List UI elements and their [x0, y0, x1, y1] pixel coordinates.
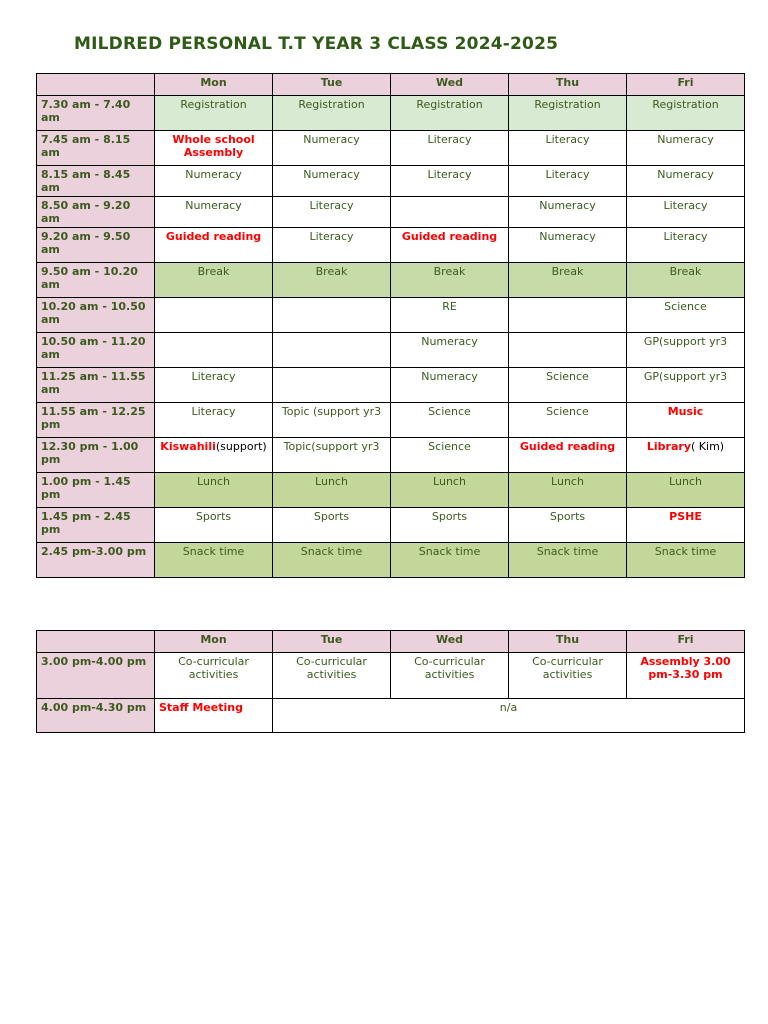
cell: Music: [627, 403, 745, 438]
time-cell: 4.00 pm-4.30 pm: [37, 699, 155, 733]
header-tue: Tue: [273, 631, 391, 653]
cell: Numeracy: [155, 166, 273, 197]
subject-library: Library: [646, 440, 692, 453]
cell: Numeracy: [627, 131, 745, 166]
cell: Co-curricular activities: [273, 653, 391, 699]
time-cell: 10.50 am - 11.20 am: [37, 333, 155, 368]
time-cell: 12.30 pm - 1.00 pm: [37, 438, 155, 473]
time-cell: 1.00 pm - 1.45 pm: [37, 473, 155, 508]
cell: Registration: [627, 96, 745, 131]
cell: Science: [391, 403, 509, 438]
cell: Numeracy: [391, 368, 509, 403]
table-row: [37, 653, 745, 699]
time-cell: 11.25 am - 11.55 am: [37, 368, 155, 403]
cell: Numeracy: [273, 131, 391, 166]
cell: Registration: [391, 96, 509, 131]
cell: Sports: [155, 508, 273, 543]
page-title: MILDRED PERSONAL T.T YEAR 3 CLASS 2024-2025: [74, 34, 559, 54]
time-cell: 8.50 am - 9.20 am: [37, 197, 155, 228]
header-thu: Thu: [509, 631, 627, 653]
cell: [273, 368, 391, 403]
cell: Registration: [509, 96, 627, 131]
time-cell: 7.30 am - 7.40 am: [37, 96, 155, 131]
cell: Topic (support yr3: [273, 403, 391, 438]
cell: Snack time: [509, 543, 627, 578]
cell: Numeracy: [155, 197, 273, 228]
cell: Literacy: [627, 228, 745, 263]
cell: Sports: [273, 508, 391, 543]
header-blank: [37, 74, 155, 96]
cell: Registration: [273, 96, 391, 131]
cell: Lunch: [391, 473, 509, 508]
cell: Literacy: [627, 197, 745, 228]
cell: [155, 438, 273, 473]
cell: Literacy: [509, 166, 627, 197]
cell: [391, 197, 509, 228]
cell: Break: [155, 263, 273, 298]
cell: [155, 298, 273, 333]
time-cell: 9.20 am - 9.50 am: [37, 228, 155, 263]
cell: Whole school Assembly: [155, 131, 273, 166]
table-row: [37, 368, 745, 403]
cell: Sports: [391, 508, 509, 543]
cell: Snack time: [273, 543, 391, 578]
cell: [273, 333, 391, 368]
header-row: [37, 631, 745, 653]
table-row: [37, 131, 745, 166]
header-row: [37, 74, 745, 96]
table-row: [37, 403, 745, 438]
table-row: [37, 333, 745, 368]
cell: Lunch: [273, 473, 391, 508]
cell: Assembly 3.00 pm-3.30 pm: [627, 653, 745, 699]
time-cell: 8.15 am - 8.45 am: [37, 166, 155, 197]
table-row: [37, 96, 745, 131]
cell: Lunch: [509, 473, 627, 508]
time-cell: 10.20 am - 10.50 am: [37, 298, 155, 333]
cell: Numeracy: [509, 197, 627, 228]
cell: Numeracy: [627, 166, 745, 197]
table-row: [37, 166, 745, 197]
table-row: [37, 197, 745, 228]
cell: Science: [509, 368, 627, 403]
header-blank: [37, 631, 155, 653]
table-row: [37, 508, 745, 543]
cell: Staff Meeting: [155, 699, 273, 733]
table-row: [37, 228, 745, 263]
cell: Co-curricular activities: [509, 653, 627, 699]
cell: GP(support yr3: [627, 333, 745, 368]
cell: Registration: [155, 96, 273, 131]
time-cell: 3.00 pm-4.00 pm: [37, 653, 155, 699]
table-row: [37, 298, 745, 333]
cell: Literacy: [509, 131, 627, 166]
cell: Break: [273, 263, 391, 298]
cell: [509, 298, 627, 333]
cell: RE: [391, 298, 509, 333]
timetable-main: [36, 73, 745, 578]
cell: Science: [391, 438, 509, 473]
cell: Literacy: [391, 131, 509, 166]
cell: Snack time: [391, 543, 509, 578]
header-wed: Wed: [391, 74, 509, 96]
table-row: [37, 473, 745, 508]
cell: GP(support yr3: [627, 368, 745, 403]
cell: Literacy: [155, 368, 273, 403]
table-row: [37, 699, 745, 733]
cell: Snack time: [155, 543, 273, 578]
time-cell: 9.50 am - 10.20 am: [37, 263, 155, 298]
cell: Guided reading: [155, 228, 273, 263]
time-cell: 7.45 am - 8.15 am: [37, 131, 155, 166]
header-fri: Fri: [627, 74, 745, 96]
cell: Science: [627, 298, 745, 333]
cell: [509, 333, 627, 368]
cell: Numeracy: [509, 228, 627, 263]
cell-na: n/a: [273, 699, 745, 733]
subject-kiswahili: Kiswahili: [160, 440, 216, 453]
timetable-afternoon: [36, 630, 745, 733]
cell: Co-curricular activities: [155, 653, 273, 699]
header-thu: Thu: [509, 74, 627, 96]
table-row: [37, 263, 745, 298]
cell: [627, 438, 745, 473]
cell: Lunch: [627, 473, 745, 508]
cell: [273, 298, 391, 333]
cell: Literacy: [155, 403, 273, 438]
cell: Numeracy: [391, 333, 509, 368]
table-row: [37, 543, 745, 578]
cell: Break: [391, 263, 509, 298]
cell: Co-curricular activities: [391, 653, 509, 699]
cell: PSHE: [627, 508, 745, 543]
cell: Guided reading: [509, 438, 627, 473]
header-tue: Tue: [273, 74, 391, 96]
header-wed: Wed: [391, 631, 509, 653]
header-fri: Fri: [627, 631, 745, 653]
cell: [155, 333, 273, 368]
teacher-note: ( Kim): [691, 440, 725, 453]
cell: Literacy: [273, 197, 391, 228]
cell: Literacy: [273, 228, 391, 263]
cell: Numeracy: [273, 166, 391, 197]
cell: Guided reading: [391, 228, 509, 263]
time-cell: 11.55 am - 12.25 pm: [37, 403, 155, 438]
cell: Lunch: [155, 473, 273, 508]
cell: Break: [627, 263, 745, 298]
cell: Literacy: [391, 166, 509, 197]
cell: Topic(support yr3: [273, 438, 391, 473]
time-cell: 1.45 pm - 2.45 pm: [37, 508, 155, 543]
cell: Break: [509, 263, 627, 298]
cell: Science: [509, 403, 627, 438]
cell: Sports: [509, 508, 627, 543]
header-mon: Mon: [155, 74, 273, 96]
time-cell: 2.45 pm-3.00 pm: [37, 543, 155, 578]
support-note: (support): [215, 440, 267, 453]
table-row: [37, 438, 745, 473]
header-mon: Mon: [155, 631, 273, 653]
cell: Snack time: [627, 543, 745, 578]
